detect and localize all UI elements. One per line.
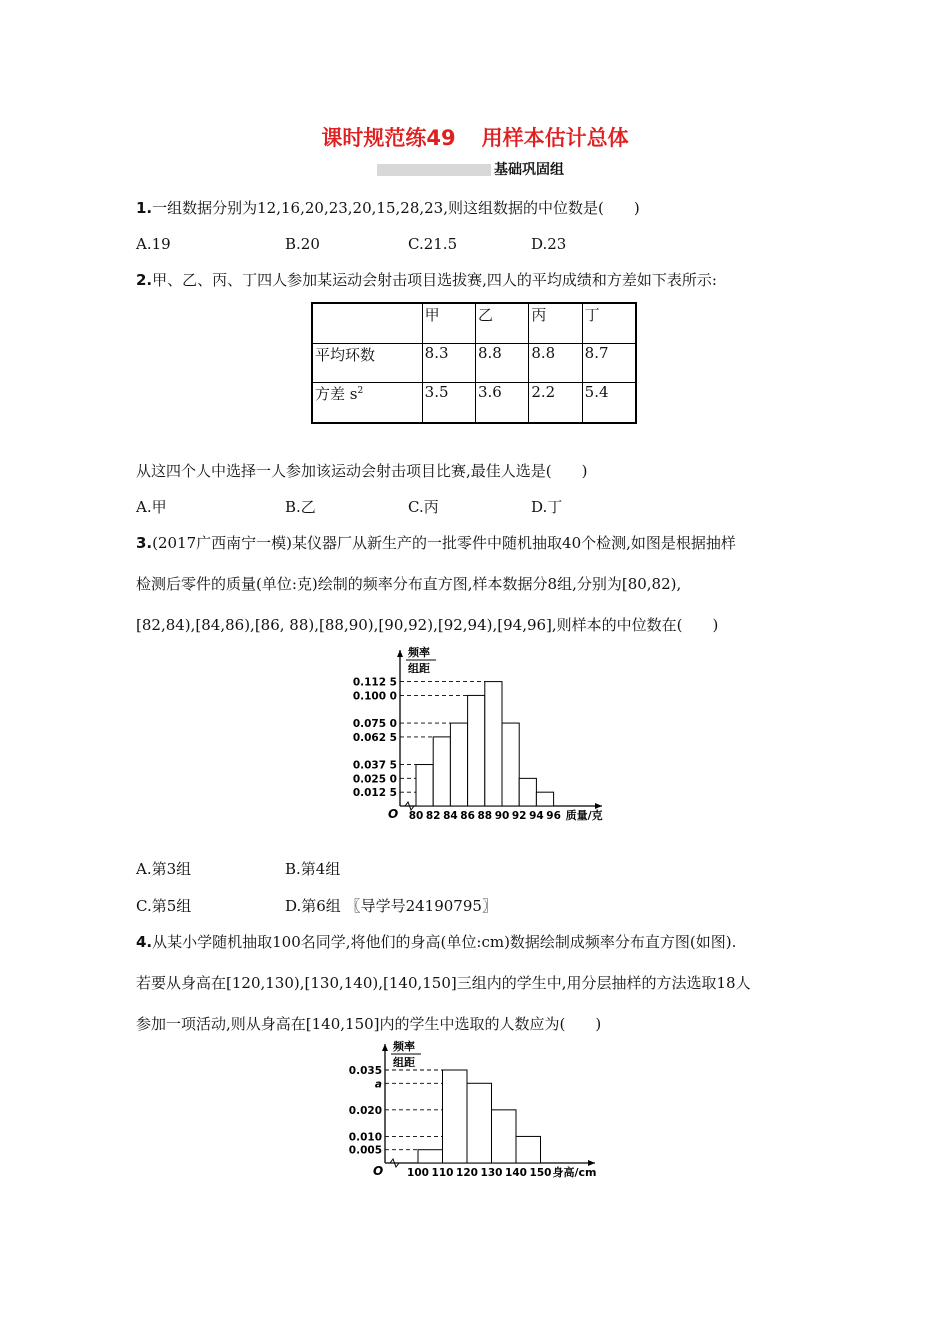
question-2-followup: 从这四个人中选择一人参加该运动会射击项目比赛,最佳人选是( ) (136, 462, 588, 480)
table-row (312, 383, 636, 423)
question-text: 一组数据分别为12,16,20,23,20,15,28,23,则这组数据的中位数是( ) (152, 199, 640, 217)
x-axis-label: 身高/cm (552, 1166, 597, 1179)
histogram-bar (492, 1110, 517, 1163)
score-table (311, 302, 637, 424)
histogram-bar (502, 723, 519, 806)
y-tick-label: a (374, 1078, 382, 1091)
option-c: C.21.5 (408, 235, 458, 253)
question-3 (136, 533, 736, 553)
option-d: D.23 (531, 235, 567, 253)
option-a: A.甲 (136, 498, 167, 516)
question-4-line-3: 参加一项活动,则从身高在[140,150]内的学生中选取的人数应为( ) (136, 1015, 602, 1033)
origin-label: O (388, 807, 399, 821)
x-axis-label: 质量/克 (565, 809, 603, 822)
row-label (312, 383, 422, 423)
x-tick-label: 96 (546, 810, 561, 822)
question-1 (136, 198, 640, 218)
table-header: 甲 (422, 303, 475, 343)
y-tick-label: 0.010 (348, 1131, 382, 1144)
question-4 (136, 932, 736, 952)
option-d (285, 896, 497, 916)
x-tick-label: 150 (529, 1167, 552, 1179)
question-text: (2017广西南宁一模)某仪器厂从新生产的一批零件中随机抽取40个检测,如图是根据抽样 (152, 534, 736, 552)
y-label-numerator: 频率 (393, 1040, 415, 1053)
title-sub: 用样本估计总体 (481, 126, 629, 150)
question-number: 4. (136, 933, 153, 951)
y-tick-label: 0.012 5 (352, 787, 397, 800)
x-tick-label: 140 (505, 1167, 527, 1179)
table-cell: 3.5 (422, 383, 475, 423)
option-d-text: D.第6组 (285, 897, 341, 915)
y-axis-arrow (397, 650, 403, 657)
x-tick-label: 92 (511, 810, 527, 822)
question-4-line-2: 若要从身高在[120,130),[130,140),[140,150]三组内的学生中,用分层抽样的方法选取18人 (136, 974, 751, 992)
question-number: 3. (136, 534, 153, 552)
table-cell: 8.8 (529, 343, 582, 383)
y-tick-label: 0.112 5 (352, 676, 397, 689)
table-header-row (312, 303, 636, 343)
histogram-height (340, 1040, 620, 1190)
y-label-denominator: 组距 (393, 1056, 415, 1069)
table-cell (312, 303, 422, 343)
histogram-bar (485, 682, 502, 806)
section-heading: 基础巩固组 (494, 162, 564, 178)
option-c: C.第5组 (136, 897, 192, 915)
table-header: 乙 (476, 303, 529, 343)
table-cell: 8.3 (422, 343, 475, 383)
y-label-denominator: 组距 (408, 662, 430, 675)
x-tick-label: 120 (456, 1167, 478, 1179)
x-tick-label: 90 (494, 810, 510, 822)
y-tick-label: 0.035 (348, 1065, 382, 1077)
x-tick-label: 130 (480, 1167, 503, 1179)
table-header: 丁 (582, 303, 636, 343)
histogram-bar (443, 1070, 468, 1163)
x-tick-label: 82 (425, 810, 441, 822)
histogram-bar (416, 765, 433, 806)
table-row (312, 343, 636, 383)
y-tick-label: 0.037 5 (352, 759, 397, 772)
question-2 (136, 270, 717, 290)
histogram-bar (516, 1136, 541, 1163)
section-bar (377, 164, 491, 176)
page-title (0, 122, 950, 152)
option-a: A.第3组 (136, 860, 192, 878)
question-number: 2. (136, 271, 153, 289)
histogram-bar (450, 723, 467, 806)
question-3-line-3: [82,84),[84,86),[86, 88),[88,90),[90,92),[92,94),[94,96],则样本的中位数在( ) (136, 616, 719, 634)
table-header: 丙 (529, 303, 582, 343)
table-cell: 8.8 (476, 343, 529, 383)
y-tick-label: 0.062 5 (352, 731, 397, 744)
y-tick-label: 0.020 (348, 1104, 382, 1117)
y-axis-arrow (382, 1044, 388, 1051)
x-tick-label: 86 (460, 810, 475, 822)
table-cell: 5.4 (582, 383, 636, 423)
table-cell: 8.7 (582, 343, 636, 383)
row-label: 平均环数 (312, 343, 422, 383)
superscript: 2 (357, 386, 364, 397)
histogram-bar (519, 778, 536, 806)
table-cell: 2.2 (529, 383, 582, 423)
x-tick-label: 88 (477, 810, 493, 822)
question-3-line-2: 检测后零件的质量(单位:克)绘制的频率分布直方图,样本数据分8组,分别为[80,82), (136, 575, 682, 593)
y-tick-label: 0.005 (348, 1144, 382, 1157)
x-tick-label: 100 (407, 1167, 429, 1179)
option-a: A.19 (136, 235, 171, 253)
option-b: B.第4组 (285, 860, 341, 878)
question-text: 从某小学随机抽取100名同学,将他们的身高(单位:cm)数据绘制成频率分布直方图(如图). (152, 933, 737, 951)
x-tick-label: 94 (529, 810, 544, 822)
question-text: 甲、乙、丙、丁四人参加某运动会射击项目选拔赛,四人的平均成绩和方差如下表所示: (152, 271, 717, 289)
option-d: D.丁 (531, 498, 563, 516)
option-b: B.20 (285, 235, 320, 253)
title-main: 课时规范练49 (321, 126, 456, 150)
y-tick-label: 0.075 0 (352, 718, 397, 731)
origin-label: O (373, 1164, 384, 1178)
histogram-bar (418, 1150, 443, 1163)
histogram-mass (340, 642, 620, 832)
table-cell: 3.6 (476, 383, 529, 423)
x-tick-label: 80 (408, 810, 424, 822)
question-number: 1. (136, 199, 153, 217)
reference-number: 〖导学号24190795〗 (345, 897, 497, 915)
y-tick-label: 0.100 0 (352, 690, 397, 703)
y-tick-label: 0.025 0 (352, 773, 397, 786)
y-label-numerator: 频率 (408, 646, 430, 659)
option-b: B.乙 (285, 498, 316, 516)
histogram-bar (467, 1083, 492, 1163)
option-c: C.丙 (408, 498, 439, 516)
x-tick-label: 84 (443, 810, 458, 822)
x-tick-label: 110 (431, 1167, 454, 1179)
row-label-text: 方差 s (315, 385, 358, 404)
histogram-bar (536, 792, 553, 806)
histogram-bar (433, 737, 450, 806)
histogram-bar (468, 695, 485, 806)
